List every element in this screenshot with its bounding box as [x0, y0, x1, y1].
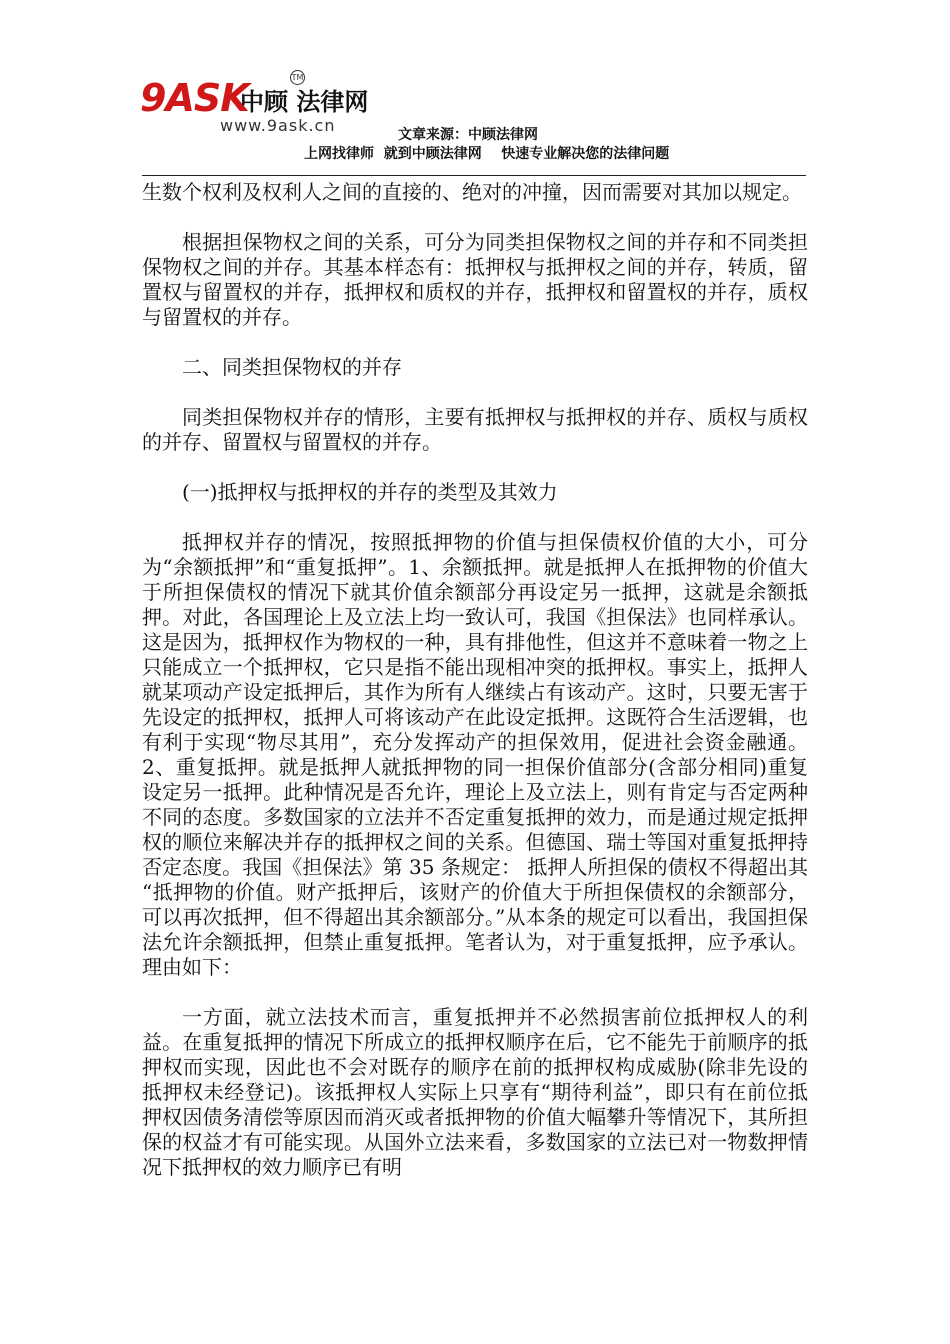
trademark-icon: TM: [290, 70, 305, 85]
site-slogan: 上网找律师 就到中顾法律网 快速专业解决您的法律问题: [304, 146, 670, 162]
header-divider: [142, 175, 806, 176]
document-body: [142, 180, 808, 1180]
section-heading: 二、同类担保物权的并存: [182, 355, 402, 379]
paragraph: 抵押权并存的情况，按照抵押物的价值与担保债权价值的大小，可分为“余额抵押”和“重复抵押”。1、余额抵押。就是抵押人在抵押物的价值大于所担保债权的情况下就其价值余额部分再设定另一抵押，这就是余额抵押。对此，各国理论上及立法上均一致认可，我国《担保法》也同样承认。这是因为，抵押权作为物权的一种，具有排他性，但这并不意味着一物之上只能成立一个抵押权，它只是指不能出现相冲突的抵押权。事实上，抵押人就某项动产设定抵押后，其作为所有人继续占有该动产。这时，只要无害于先设定的抵押权，抵押人可将该动产在此设定抵押。这既符合生活逻辑，也有利于实现“物尽其用”，充分发挥动产的担保效用，促进社会资金融通。2、重复抵押。就是抵押人就抵押物的同一担保价值部分(含部分相同)重复设定另一抵押。此种情况是否允许，理论上及立法上，则有肯定与否定两种不同的态度。多数国家的立法并不否定重复抵押的效力，而是通过规定抵押权的顺位来解决并存的抵押权之间的关系。但德国、瑞士等国对重复抵押持否定态度。我国《担保法》第 35 条规定： 抵押人所担保的债权不得超出其 “抵押物的价值。财产抵押后，该财产的价值大于所担保债权的余额部分，可以再次抵押，但不得超出其余额部分。”从本条的规定可以看出，我国担保法允许余额抵押，但禁止重复抵押。笔者认为，对于重复抵押，应予承认。理由如下：: [142, 530, 808, 979]
paragraph: 一方面，就立法技术而言，重复抵押并不必然损害前位抵押权人的利益。在重复抵押的情况下所成立的抵押权顺序在后，它不能先于前顺序的抵押权而实现，因此也不会对既存的顺序在前的抵押权构成威胁(除非先设的抵押权未经登记)。该抵押权人实际上只享有“期待利益”，即只有在前位抵押权因债务清偿等原因而消灭或者抵押物的价值大幅攀升等情况下，其所担保的权益才有可能实现。从国外立法来看，多数国家的立法已对一物数押情况下抵押权的效力顺序已有明: [142, 1005, 808, 1179]
logo-url: www.9ask.cn: [220, 116, 336, 135]
paragraph: 根据担保物权之间的关系，可分为同类担保物权之间的并存和不同类担保物权之间的并存。其基本样态有：抵押权与抵押权之间的并存，转质，留置权与留置权的并存，抵押权和质权的并存，抵押权和留置权的并存，质权与留置权的并存。: [142, 230, 808, 329]
paragraph: 同类担保物权并存的情形，主要有抵押权与抵押权的并存、质权与质权的并存、留置权与留置权的并存。: [142, 405, 808, 454]
document-header: [0, 0, 950, 180]
site-logo[interactable]: [140, 70, 400, 140]
article-source: 文章来源：中顾法律网: [398, 127, 538, 143]
logo-brand: 中顾 法律网: [240, 88, 369, 116]
logo-mark: 9ASK: [140, 76, 249, 120]
paragraph-continued: 生数个权利及权利人之间的直接的、绝对的冲撞，因而需要对其加以规定。: [142, 180, 802, 204]
subsection-heading: (一)抵押权与抵押权的并存的类型及其效力: [182, 480, 558, 504]
